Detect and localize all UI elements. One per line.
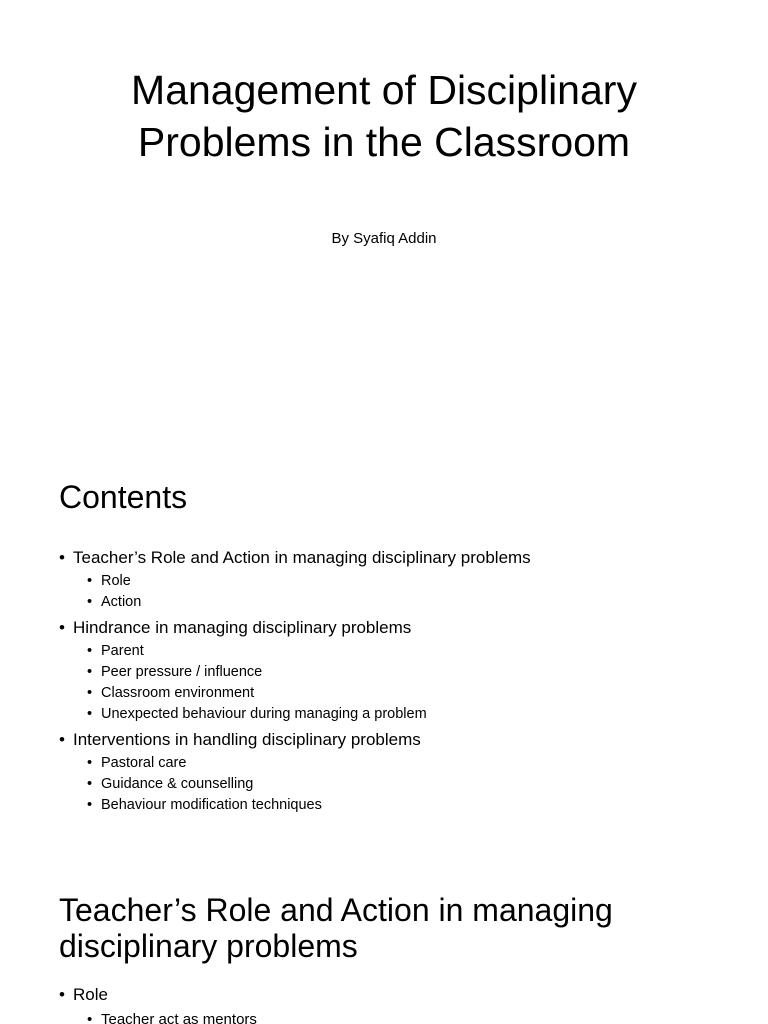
- role-slide: [0, 858, 768, 1024]
- list-item: [59, 982, 739, 1024]
- contents-heading: Contents: [59, 479, 188, 515]
- sub-list-item: • Classroom environment: [87, 683, 739, 704]
- list-item-label: Teacher’s Role and Action in managing disciplinary problems: [73, 548, 531, 567]
- contents-list: [59, 545, 739, 818]
- sub-list-item: • Guidance & counselling: [87, 774, 739, 795]
- list-item: [59, 727, 739, 817]
- sub-list-item: • Teacher act as mentors: [87, 1009, 739, 1024]
- sub-list-item: • Pastoral care: [87, 753, 739, 774]
- sub-list: [73, 571, 739, 614]
- list-item: [59, 545, 739, 614]
- list-item-label: Interventions in handling disciplinary problems: [73, 729, 421, 749]
- sub-list: [73, 1009, 739, 1024]
- slide-divider: [0, 432, 768, 440]
- title-slide: [0, 0, 768, 432]
- sub-list: [73, 641, 739, 726]
- sub-list-item: • Behaviour modification techniques: [87, 795, 739, 816]
- role-list: [59, 982, 739, 1024]
- sub-list: [73, 753, 739, 817]
- list-item: [59, 615, 739, 726]
- role-slide-heading: Teacher’s Role and Action in managing disciplinary problems: [59, 892, 613, 964]
- sub-list-item: • Parent: [87, 641, 739, 662]
- list-item-label: Hindrance in managing disciplinary problems: [73, 617, 412, 637]
- author-subtitle: By Syafiq Addin: [331, 230, 437, 247]
- slide-divider: [0, 850, 768, 858]
- sub-list-item: • Unexpected behaviour during managing a problem: [87, 704, 739, 725]
- sub-list-item: • Peer pressure / influence: [87, 662, 739, 683]
- sub-list-item: • Role: [87, 571, 739, 592]
- contents-slide: [0, 440, 768, 850]
- list-item-label: Role: [73, 985, 108, 1004]
- sub-list-item: • Action: [87, 592, 739, 613]
- presentation-title: Management of Disciplinary Problems in the Classroom: [131, 67, 637, 165]
